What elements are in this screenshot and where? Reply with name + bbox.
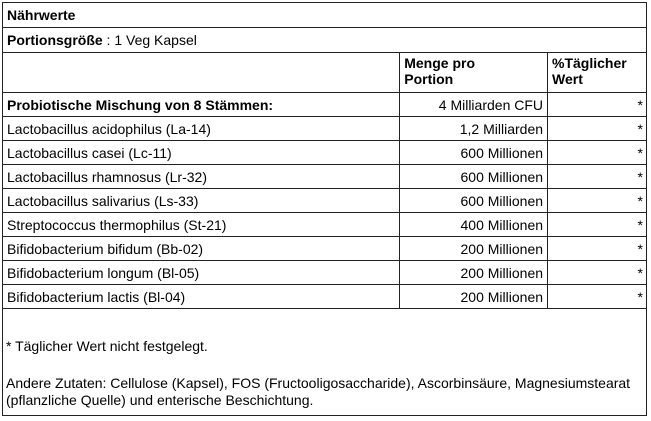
header-daily-value bbox=[548, 53, 647, 93]
row-name: Bifidobacterium longum (Bl-05) bbox=[3, 261, 400, 285]
row-amount: 200 Millionen bbox=[400, 237, 548, 261]
row-name: Streptococcus thermophilus (St-21) bbox=[3, 213, 400, 237]
table-row bbox=[3, 117, 647, 141]
panel-title: Nährwerte bbox=[3, 3, 647, 28]
row-amount: 400 Millionen bbox=[400, 213, 548, 237]
row-daily-value: * bbox=[548, 213, 647, 237]
row-amount: 200 Millionen bbox=[400, 285, 548, 309]
table-row bbox=[3, 141, 647, 165]
table-row bbox=[3, 165, 647, 189]
header-amount-line2: Portion bbox=[404, 71, 454, 87]
row-daily-value: * bbox=[548, 189, 647, 213]
serving-size-label: Portionsgröße bbox=[7, 32, 103, 48]
row-name: Probiotische Mischung von 8 Stämmen: bbox=[3, 93, 400, 117]
row-amount: 4 Milliarden CFU bbox=[400, 93, 548, 117]
row-name: Lactobacillus casei (Lc-11) bbox=[3, 141, 400, 165]
row-daily-value: * bbox=[548, 285, 647, 309]
row-amount: 600 Millionen bbox=[400, 189, 548, 213]
row-amount: 600 Millionen bbox=[400, 165, 548, 189]
table-row bbox=[3, 93, 647, 117]
header-dv-line2: Wert bbox=[552, 71, 583, 87]
serving-size-value: : 1 Veg Kapsel bbox=[102, 32, 197, 48]
row-name: Lactobacillus acidophilus (La-14) bbox=[3, 117, 400, 141]
header-dv-line1: %Täglicher bbox=[552, 55, 627, 71]
row-name: Bifidobacterium bifidum (Bb-02) bbox=[3, 237, 400, 261]
row-daily-value: * bbox=[548, 141, 647, 165]
ingredient-rows bbox=[3, 93, 647, 309]
row-daily-value: * bbox=[548, 261, 647, 285]
table-row bbox=[3, 261, 647, 285]
table-row bbox=[3, 237, 647, 261]
other-ingredients: Andere Zutaten: Cellulose (Kapsel), FOS (Fructooligosaccharide), Ascorbinsäure, Magnesiumstearat (pflanzliche Quelle) und enterische Beschichtung. bbox=[6, 375, 631, 408]
row-daily-value: * bbox=[548, 93, 647, 117]
table-row bbox=[3, 189, 647, 213]
table-row bbox=[3, 213, 647, 237]
serving-size bbox=[3, 28, 647, 53]
row-daily-value: * bbox=[548, 165, 647, 189]
header-amount-line1: Menge pro bbox=[404, 55, 476, 71]
header-amount bbox=[400, 53, 548, 93]
row-daily-value: * bbox=[548, 117, 647, 141]
row-name: Bifidobacterium lactis (Bl-04) bbox=[3, 285, 400, 309]
row-name: Lactobacillus salivarius (Ls-33) bbox=[3, 189, 400, 213]
footnote: * Täglicher Wert nicht festgelegt. bbox=[6, 338, 208, 354]
row-daily-value: * bbox=[548, 237, 647, 261]
row-amount: 1,2 Milliarden bbox=[400, 117, 548, 141]
row-amount: 200 Millionen bbox=[400, 261, 548, 285]
header-blank bbox=[3, 53, 400, 93]
row-amount: 600 Millionen bbox=[400, 141, 548, 165]
row-name: Lactobacillus rhamnosus (Lr-32) bbox=[3, 165, 400, 189]
nutrition-table bbox=[2, 2, 647, 309]
table-row bbox=[3, 285, 647, 309]
